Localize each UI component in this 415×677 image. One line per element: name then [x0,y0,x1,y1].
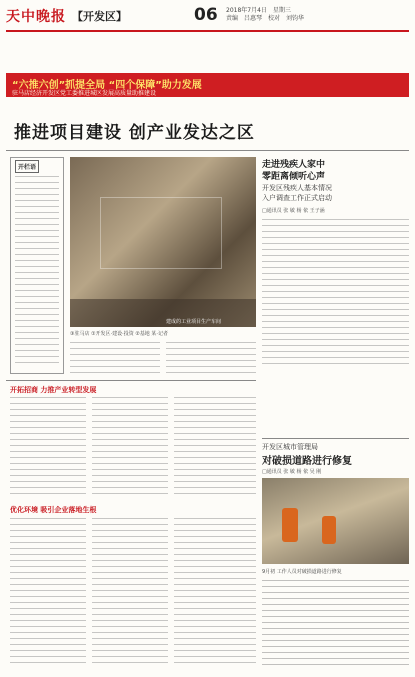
left-section-col2 [92,397,168,499]
banner-title: “六推六创”抓提全局 “四个保障”助力发展 [12,80,202,91]
left-section-heading: 开拓招商 力推产业转型发展 [10,386,97,394]
side-story-title-2: 零距离倾听心声 [262,172,326,182]
side-story [262,157,409,372]
left-section-col1 [10,397,86,499]
side-story-title-1: 走进残疾人家中 [262,160,326,170]
worker-figure [322,516,336,544]
body-text-col1 [70,342,160,374]
side-story-text [262,219,409,369]
issue-editors: 责编 吕惠琴 校对 刘钧华 [226,15,305,22]
photo-floor [70,299,256,327]
banner-subtitle: 驻马店经济开发区党工委推进城区发展高质量助推建设 [12,90,157,97]
bottom-section-col2 [92,518,168,668]
headline-rule [6,150,409,151]
bottom-section-col1 [10,518,86,668]
photo-caption: ③驻马店 ①开发区·建设·投资 ②基地 某·记者 [70,331,168,337]
side-story-subtitle-2: 入户调查工作正式启动 [262,194,332,202]
left-section-col3 [174,397,256,499]
road-repair-photo [262,478,409,564]
factory-photo [70,157,256,327]
red-banner [6,73,409,97]
side-story-2-text [262,580,409,668]
masthead [6,6,409,32]
page-number: 06 [194,5,218,25]
section-rule [6,380,256,381]
main-headline: 推进项目建设 创产业发达之区 [14,123,255,143]
side-story-2 [262,442,409,672]
issue-meta [226,7,406,23]
intro-text [15,176,59,366]
side-story-byline: □通讯员 张 敏 杨 依 王子涵 [262,208,325,214]
side-story-2-kicker: 开发区城市管理局 [262,443,318,451]
side-rule [262,438,409,439]
worker-figure [282,508,298,542]
bottom-section-col3 [174,518,256,668]
side-story-2-title: 对破损道路进行修复 [262,456,352,467]
body-text-col2 [166,342,256,374]
issue-date: 2018年7月4日 星期三 [226,7,291,14]
side-story-subtitle-1: 开发区残疾人基本情况 [262,184,332,192]
photo2-caption: 9月初 工作人员对破损道路进行修复 [262,569,342,575]
intro-column [10,157,64,374]
side-story-2-byline: □通讯员 张 敏 杨 依 吴 刚 [262,469,322,475]
photo-credit: 建成的工业项目生产车间 [166,319,222,325]
section-name: 【开发区】 [72,10,127,23]
bottom-section-heading: 优化环境 吸引企业落地生根 [10,506,97,514]
photo-machinery [100,197,222,269]
intro-label: 开栏语 [15,160,39,173]
newspaper-logo: 天中晚报 [6,9,66,25]
